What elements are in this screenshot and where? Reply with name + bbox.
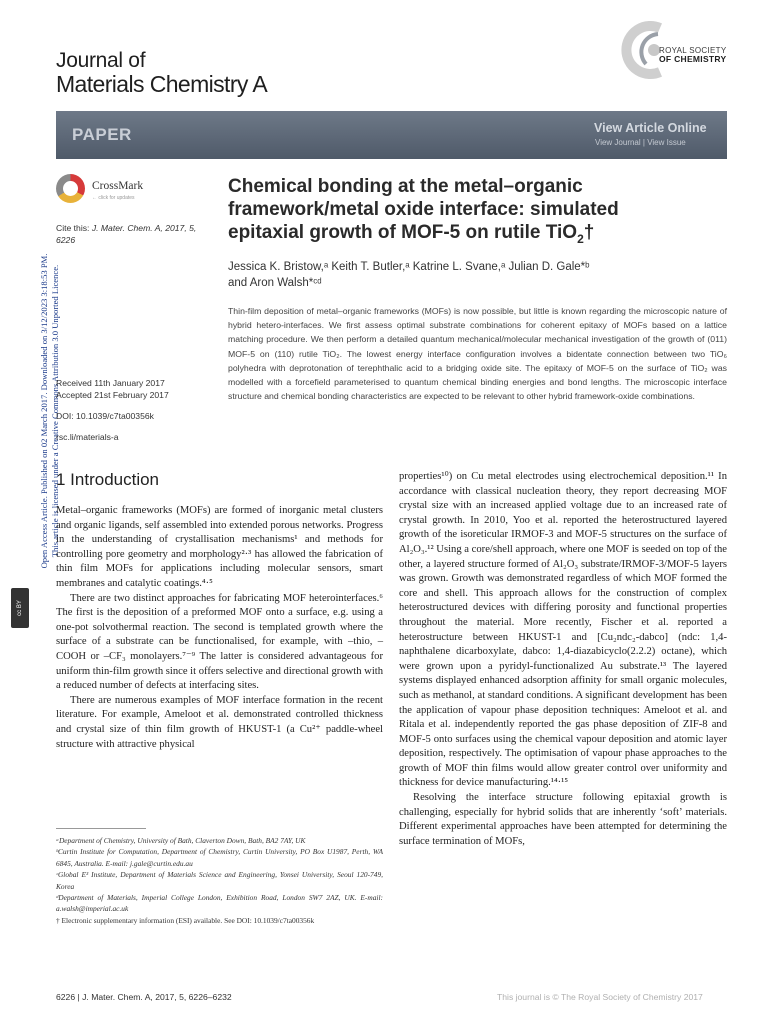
view-links xyxy=(595,138,686,147)
doi-link[interactable]: DOI: 10.1039/c7ta00356k xyxy=(56,411,154,421)
esi-dagger-link[interactable]: † xyxy=(583,222,595,243)
link-separator: | xyxy=(642,138,645,147)
cite-text: J. Mater. Chem. A, 2017, 5, 6226 xyxy=(56,223,197,245)
license-line2[interactable]: This article is licensed under a Creative Commons Attribution 3.0 Unported Licence. xyxy=(50,264,60,558)
paragraph: There are numerous examples of MOF interface formation in the recent literature. For example, Ameloot et al. demonstrated controlled thickness and crystal size of thin film growth of HKUST-1 (a Cu²⁺ paddle-wheel structure with attractive physical xyxy=(56,694,383,750)
crossmark-label[interactable]: CrossMark xyxy=(92,180,144,192)
crossmark-sub: ← click for updates xyxy=(92,195,135,201)
affiliation-a: ᵃDepartment of Chemistry, University of Bath, Claverton Down, Bath, BA2 7AY, UK xyxy=(56,836,306,845)
affiliation-b: ᵇCurtin Institute for Computation, Department of Chemistry, Curtin University, PO Box U1987, Perth, WA 6845, Australia. E-mail: j.gale@curtin.edu.au xyxy=(56,847,383,868)
affiliation-d: ᵈDepartment of Materials, Imperial College London, Exhibition Road, London SW7 2AZ, UK. E-mail: a.walsh@imperial.ac.uk xyxy=(56,893,383,914)
citation xyxy=(56,223,216,246)
publisher-line1: ROYAL SOCIETY xyxy=(659,46,727,55)
title-line2: framework/metal oxide interface: simulated xyxy=(228,199,619,220)
view-journal-link[interactable]: View Journal xyxy=(595,138,641,147)
crossmark-logo-icon xyxy=(56,174,85,203)
journal-title xyxy=(56,50,267,96)
body-column-left xyxy=(56,504,383,752)
view-issue-link[interactable]: View Issue xyxy=(647,138,686,147)
footnote-divider xyxy=(56,828,146,829)
publisher-line2: OF CHEMISTRY xyxy=(659,54,727,64)
title-line3: epitaxial growth of MOF-5 on rutile TiO xyxy=(228,222,578,243)
affiliation-c: ᶜGlobal E³ Institute, Department of Materials Science and Engineering, Yonsei University, Seoul 120-749, Korea xyxy=(56,870,383,891)
section-label: PAPER xyxy=(72,125,132,144)
paragraph: Resolving the interface structure following epitaxial growth is challenging, especially for hybrid solids that are inherently ‘soft’ materials. Different experimental approaches have been attempted for determining the surface termination of MOFs, xyxy=(399,792,727,847)
author-list xyxy=(228,259,718,291)
section-banner xyxy=(56,111,727,159)
journal-link[interactable]: rsc.li/materials-a xyxy=(56,432,119,442)
abstract: Thin-film deposition of metal–organic frameworks (MOFs) is now possible, but little is known regarding the microscopic nature of hybrid hetero-interfaces. We first assess optimal substrate combinations for coherent epitaxy of MOFs based on a lattice matching procedure. We then perform a detailed quantum mechanical/molecular mechanical investigation of the growth of (011) MOF-5 on (110) rutile TiO₂. The lowest energy interface configuration involves a bidentate connection between two TiO₆ polyhedra with deprotonation of terephthalic acid to a bridging oxide site. The epitaxy of MOF-5 on the surface of TiO₂ was modelled with a forcefield parameterised to quantum chemical binding energies and bond lengths. The microscopic interface structure and chemical bonding characteristics are expected to be relevant to other hybrid framework-oxide combinations. xyxy=(228,306,727,402)
page-footer-copyright: This journal is © The Royal Society of Chemistry 2017 xyxy=(497,992,703,1002)
license-line1[interactable]: Open Access Article. Published on 02 March 2017. Downloaded on 3/12/2023 3:18:53 PM. xyxy=(39,253,49,569)
accepted-date: Accepted 21st February 2017 xyxy=(56,389,169,400)
crossmark-icon[interactable] xyxy=(56,174,85,203)
journal-title-line2: Materials Chemistry A xyxy=(56,71,268,97)
esi-note: † Electronic supplementary information (ESI) available. See DOI: 10.1039/c7ta00356k xyxy=(56,915,315,925)
publisher-name xyxy=(659,46,727,64)
journal-title-line1: Journal of xyxy=(56,49,146,72)
paragraph: Metal–organic frameworks (MOFs) are formed of inorganic metal clusters and organic ligands, self assembled into extended porous networks. Progress in the understanding of crystallisation mechanisms¹ and methods for controlling pore geometry and morphology²·³ has allowed the fabrication of thin film MOFs for applications including molecular sensors, smart membranes and catalytic coatings.⁴·⁵ xyxy=(56,505,383,589)
received-date: Received 11th January 2017 xyxy=(56,378,165,388)
title-line1: Chemical bonding at the metal–organic xyxy=(228,176,583,197)
cc-badge-text: cc BY xyxy=(16,600,23,616)
affiliations xyxy=(56,835,383,926)
article-title xyxy=(228,175,698,251)
cite-label: Cite this: xyxy=(56,223,90,233)
authors-line2: and Aron Walsh*ᶜᵈ xyxy=(228,277,322,289)
authors-line1: Jessica K. Bristow,ᵃ Keith T. Butler,ᵃ Katrine L. Svane,ᵃ Julian D. Gale*ᵇ xyxy=(228,261,590,273)
cc-license-icon[interactable] xyxy=(11,588,29,628)
body-column-right xyxy=(399,470,727,849)
title-subscript: 2 xyxy=(577,231,584,246)
section-heading-introduction: 1 Introduction xyxy=(56,470,160,489)
paragraph: properties¹⁰) on Cu metal electrodes using electrochemical deposition.¹¹ In accordance with classical nucleation theory, they report decreasing MOF crystal size with an increased applied voltage due to an increased rate of crystal growth. In 2010, Yoo et al. reported the heterostructured layered growth of the isoreticular IRMOF-3 and MOF-5 structures on the surface of Al₂O₃.¹² Using a core/shell approach, where one MOF is seeded on top of the other, a layered structure formed of Al₂O₃ substrate/IRMOF-3/MOF-5 layers was grown. Growth was demonstrated regardless of which MOF formed the core and shell. This approach allows for the construction of complex heterostructured devices with differing porosity and functional properties throughout the material. More recently, Fischer et al. reported a heterostructure between HKUST-1 and [Cu₂ndc₂-dabco] (ndc: 1,4-naphthalene dicarboxylate, dabco: 1,4-diazabicyclo(2.2.2) octane), which were grown upon a pyridyl-functionalized Au substrate.¹³ The layered systems displayed enhanced adsorption affinity for small organic molecules, such as methanol, at standard conditions. A significant development has been the application of vapour phase deposition techniques: Ameloot et al. and Ritala et al. independently reported the gas phase deposition of ZIF-8 and MOF-5 onto surfaces using the chemical vapour deposition and atomic layer deposition, respectively. The optimisation of vapour phase approaches to the growth of MOF thin films would allow greater control over uniformity and thickness for device manufacturing.¹⁴·¹⁵ xyxy=(399,471,727,789)
view-article-online-link[interactable]: View Article Online xyxy=(594,121,707,135)
dates xyxy=(56,378,216,401)
paragraph: There are two distinct approaches for fabricating MOF heterointerfaces.⁶ The first is the deposition of a preformed MOF onto a surface, e.g. using a one-pot solvothermal reaction. The second is templated growth where the surface of a substrate can be functionalised, for example, with –thio, –COOH or –CF₃ monolayers.⁷⁻⁹ The latter is considered advantageous for uniform thin-film growth since it offers selective and directional growth with a reduced number of defects at interfacing sites. xyxy=(56,592,383,692)
page-footer-citation: 6226 | J. Mater. Chem. A, 2017, 5, 6226–6232 xyxy=(56,992,232,1002)
